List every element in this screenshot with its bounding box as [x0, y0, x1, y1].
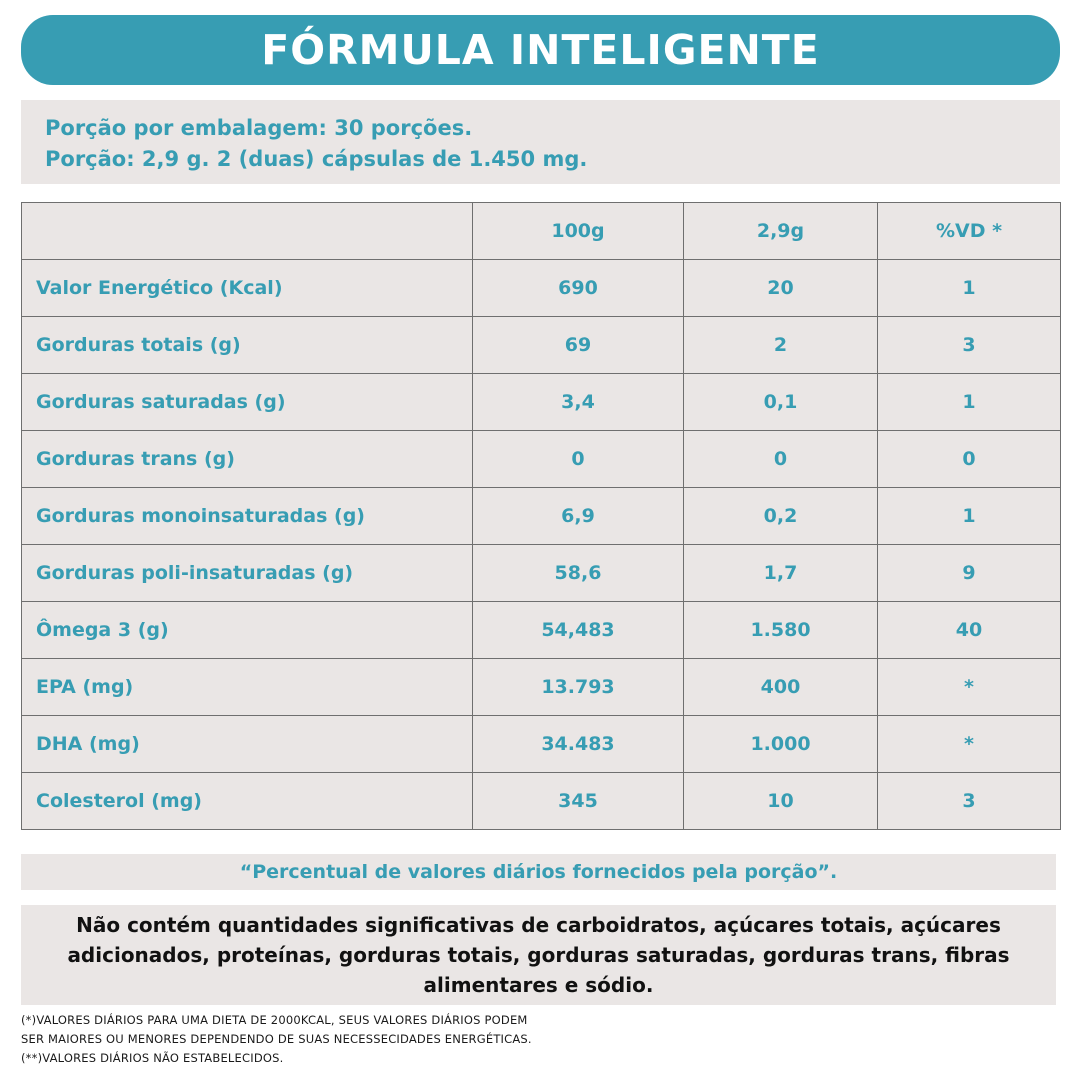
value-100g: 3,4: [473, 374, 684, 431]
page-title: FÓRMULA INTELIGENTE: [261, 26, 820, 74]
value-vd: 3: [878, 773, 1061, 830]
percent-note-box: [21, 854, 1056, 890]
table-header-row: [22, 203, 1061, 260]
value-portion: 0: [684, 431, 878, 488]
portion-size: Porção: 2,9 g. 2 (duas) cápsulas de 1.450 mg.: [45, 147, 588, 171]
value-portion: 1.000: [684, 716, 878, 773]
nutrient-name: Gorduras poli-insaturadas (g): [22, 545, 473, 602]
header-cell-portion: 2,9g: [684, 203, 878, 260]
table-row: [22, 431, 1061, 488]
footnote-line: (**)VALORES DIÁRIOS NÃO ESTABELECIDOS.: [21, 1051, 284, 1065]
nutrition-table: [21, 202, 1061, 830]
table-row: [22, 602, 1061, 659]
nutrient-name: Valor Energético (Kcal): [22, 260, 473, 317]
footnote-line: (*)VALORES DIÁRIOS PARA UMA DIETA DE 2000KCAL, SEUS VALORES DIÁRIOS PODEM: [21, 1013, 528, 1027]
value-vd: *: [878, 659, 1061, 716]
value-portion: 0,1: [684, 374, 878, 431]
value-100g: 54,483: [473, 602, 684, 659]
notice-box: [21, 905, 1056, 1005]
footnote-line: SER MAIORES OU MENORES DEPENDENDO DE SUAS NECESSECIDADES ENERGÉTICAS.: [21, 1032, 532, 1046]
nutrient-name: DHA (mg): [22, 716, 473, 773]
portion-per-package: Porção por embalagem: 30 porções.: [45, 116, 473, 140]
value-vd: *: [878, 716, 1061, 773]
value-portion: 0,2: [684, 488, 878, 545]
nutrient-name: Gorduras trans (g): [22, 431, 473, 488]
value-100g: 0: [473, 431, 684, 488]
value-portion: 1,7: [684, 545, 878, 602]
value-vd: 1: [878, 374, 1061, 431]
value-100g: 58,6: [473, 545, 684, 602]
nutrient-name: Gorduras saturadas (g): [22, 374, 473, 431]
nutrient-name: Gorduras totais (g): [22, 317, 473, 374]
notice-text: Não contém quantidades significativas de carboidratos, açúcares totais, açúcares adicionados, proteínas, gorduras totais, gorduras saturadas, gorduras trans, fibras alimentares e sódio.: [67, 913, 1010, 997]
value-vd: 9: [878, 545, 1061, 602]
nutrient-name: EPA (mg): [22, 659, 473, 716]
table-row: [22, 317, 1061, 374]
nutrient-name: Ômega 3 (g): [22, 602, 473, 659]
value-100g: 6,9: [473, 488, 684, 545]
table-row: [22, 260, 1061, 317]
nutrient-name: Colesterol (mg): [22, 773, 473, 830]
header-cell-100g: 100g: [473, 203, 684, 260]
table-row: [22, 488, 1061, 545]
nutrient-name: Gorduras monoinsaturadas (g): [22, 488, 473, 545]
value-portion: 10: [684, 773, 878, 830]
value-portion: 1.580: [684, 602, 878, 659]
footnotes: [21, 1011, 821, 1068]
value-100g: 34.483: [473, 716, 684, 773]
value-vd: 1: [878, 488, 1061, 545]
value-portion: 2: [684, 317, 878, 374]
title-banner: [21, 15, 1060, 85]
value-vd: 40: [878, 602, 1061, 659]
table-row: [22, 374, 1061, 431]
value-portion: 20: [684, 260, 878, 317]
table-row: [22, 716, 1061, 773]
table-row: [22, 659, 1061, 716]
value-portion: 400: [684, 659, 878, 716]
value-100g: 690: [473, 260, 684, 317]
value-vd: 0: [878, 431, 1061, 488]
value-vd: 1: [878, 260, 1061, 317]
portion-info: [21, 100, 1060, 184]
value-100g: 13.793: [473, 659, 684, 716]
table-row: [22, 773, 1061, 830]
header-cell-vd: %VD *: [878, 203, 1061, 260]
value-vd: 3: [878, 317, 1061, 374]
value-100g: 69: [473, 317, 684, 374]
header-cell-nutrient: [22, 203, 473, 260]
percent-note: “Percentual de valores diários fornecidos pela porção”.: [239, 861, 838, 883]
value-100g: 345: [473, 773, 684, 830]
table-row: [22, 545, 1061, 602]
